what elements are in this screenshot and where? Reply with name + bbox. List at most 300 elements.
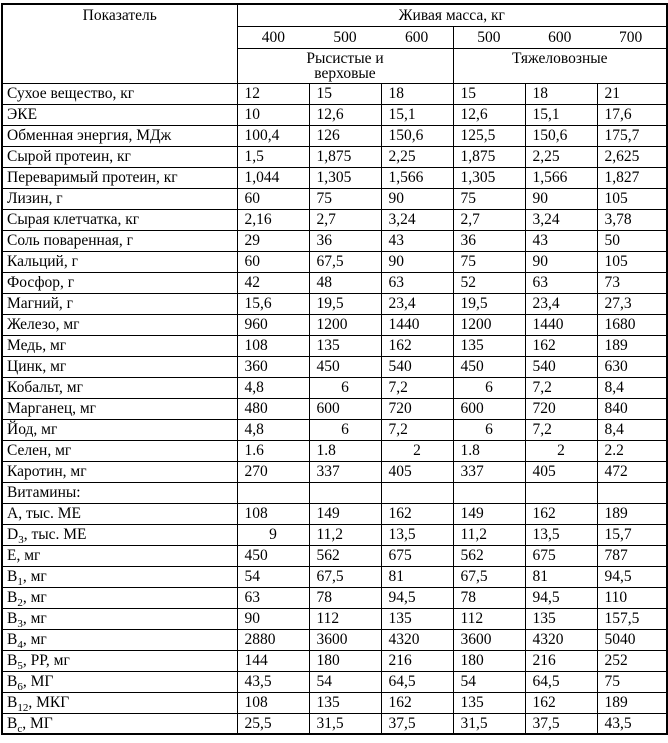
row-label xyxy=(2,167,237,188)
cell-value: 149 xyxy=(453,503,525,524)
row-label xyxy=(2,398,237,419)
row-label-text: А, тыс. МЕ xyxy=(7,504,82,522)
row-label-subscript: 2 xyxy=(17,596,23,608)
table-row xyxy=(2,524,667,545)
row-label-text: , РР, мг xyxy=(22,651,70,669)
weight-value: 500 xyxy=(333,28,357,46)
cell-value: 7,2 xyxy=(525,419,597,440)
cell-value: 135 xyxy=(453,692,525,713)
row-label-text: Железо, мг xyxy=(7,315,80,333)
cell-value xyxy=(525,482,597,503)
table-row xyxy=(2,209,667,230)
row-label-text: В xyxy=(7,567,18,585)
cell-value: 7,2 xyxy=(525,377,597,398)
row-label-text: Сухое вещество, кг xyxy=(7,84,135,102)
row-label xyxy=(2,230,237,251)
cell-value: 78 xyxy=(453,587,525,608)
table-row xyxy=(2,293,667,314)
cell-value: 37,5 xyxy=(525,713,597,734)
row-label xyxy=(2,713,237,734)
cell-value xyxy=(237,482,309,503)
cell-value: 360 xyxy=(237,356,309,377)
cell-value: 112 xyxy=(453,608,525,629)
cell-value: 108 xyxy=(237,503,309,524)
cell-value: 960 xyxy=(237,314,309,335)
cell-value: 1,5 xyxy=(237,146,309,167)
table-row xyxy=(2,188,667,209)
cell-value: 75 xyxy=(453,188,525,209)
table-row xyxy=(2,146,667,167)
row-label-text: , мг xyxy=(22,567,47,585)
row-label xyxy=(2,314,237,335)
cell-value: 1.8 xyxy=(309,440,381,461)
cell-value: 9 xyxy=(237,524,309,545)
cell-value: 3600 xyxy=(309,629,381,650)
cell-value: 43 xyxy=(381,230,453,251)
cell-value: 29 xyxy=(237,230,309,251)
cell-value: 23,4 xyxy=(381,293,453,314)
row-label-text: В xyxy=(7,693,18,711)
cell-value: 600 xyxy=(309,398,381,419)
row-label xyxy=(2,671,237,692)
row-label-text: , мг xyxy=(22,630,47,648)
cell-value: 135 xyxy=(525,608,597,629)
cell-value: 94,5 xyxy=(597,566,667,587)
cell-value: 15 xyxy=(453,83,525,104)
weight-value: 400 xyxy=(261,28,285,46)
cell-value: 450 xyxy=(237,545,309,566)
cell-value: 125,5 xyxy=(453,125,525,146)
row-label-subscript: с xyxy=(17,722,23,734)
cell-value: 3,78 xyxy=(597,209,667,230)
cell-value: 2,7 xyxy=(309,209,381,230)
cell-value: 37,5 xyxy=(381,713,453,734)
row-label xyxy=(2,629,237,650)
row-label-text: В xyxy=(7,588,18,606)
cell-value: 25,5 xyxy=(237,713,309,734)
row-label-text: Магний, г xyxy=(7,294,74,312)
cell-value: 27,3 xyxy=(597,293,667,314)
cell-value: 270 xyxy=(237,461,309,482)
row-label-text: В xyxy=(7,630,18,648)
cell-value: 23,4 xyxy=(525,293,597,314)
row-label xyxy=(2,377,237,398)
cell-value: 1680 xyxy=(597,314,667,335)
row-label-text: Каротин, мг xyxy=(7,462,87,480)
cell-value: 1,566 xyxy=(525,167,597,188)
cell-value: 149 xyxy=(309,503,381,524)
table-body xyxy=(2,83,667,734)
cell-value: 11,2 xyxy=(309,524,381,545)
cell-value: 110 xyxy=(597,587,667,608)
row-label-text: Обменная энергия, МДж xyxy=(7,126,172,144)
table-row xyxy=(2,251,667,272)
cell-value: 2 xyxy=(381,440,453,461)
cell-value: 405 xyxy=(381,461,453,482)
cell-value: 720 xyxy=(525,398,597,419)
cell-value: 67,5 xyxy=(309,566,381,587)
cell-value: 162 xyxy=(525,335,597,356)
row-label-text: Цинк, мг xyxy=(7,357,67,375)
table-row xyxy=(2,272,667,293)
table-row xyxy=(2,692,667,713)
cell-value: 2,25 xyxy=(381,146,453,167)
row-label xyxy=(2,356,237,377)
weight-value: 600 xyxy=(405,28,429,46)
cell-value: 2,7 xyxy=(453,209,525,230)
cell-value: 18 xyxy=(381,83,453,104)
cell-value: 1,875 xyxy=(453,146,525,167)
cell-value: 54 xyxy=(237,566,309,587)
cell-value: 60 xyxy=(237,188,309,209)
row-label-text: В xyxy=(7,609,18,627)
row-label-text: Е, мг xyxy=(7,546,41,564)
cell-value: 1,875 xyxy=(309,146,381,167)
table-row xyxy=(2,587,667,608)
table-row xyxy=(2,482,667,503)
cell-value: 1,566 xyxy=(381,167,453,188)
cell-value: 94,5 xyxy=(381,587,453,608)
cell-value: 15 xyxy=(309,83,381,104)
table-row xyxy=(2,608,667,629)
table-row xyxy=(2,356,667,377)
cell-value: 2880 xyxy=(237,629,309,650)
table-row xyxy=(2,566,667,587)
cell-value: 1,827 xyxy=(597,167,667,188)
row-label-subscript: 6 xyxy=(17,680,23,692)
cell-value: 6 xyxy=(453,419,525,440)
table-row xyxy=(2,713,667,734)
row-label xyxy=(2,524,237,545)
cell-value: 162 xyxy=(525,503,597,524)
row-label-text: , МГ xyxy=(22,714,53,732)
table-row xyxy=(2,125,667,146)
cell-value: 4320 xyxy=(381,629,453,650)
row-label-subscript: 5 xyxy=(17,659,23,671)
row-label xyxy=(2,692,237,713)
cell-value: 75 xyxy=(309,188,381,209)
row-label-text: , мг xyxy=(22,609,47,627)
cell-value: 52 xyxy=(453,272,525,293)
cell-value: 21 xyxy=(597,83,667,104)
table-row xyxy=(2,629,667,650)
weights-group1 xyxy=(237,26,453,48)
cell-value: 105 xyxy=(597,251,667,272)
cell-value xyxy=(309,482,381,503)
cell-value: 1,305 xyxy=(453,167,525,188)
cell-value: 1,305 xyxy=(309,167,381,188)
cell-value: 337 xyxy=(453,461,525,482)
cell-value: 630 xyxy=(597,356,667,377)
cell-value: 12,6 xyxy=(309,104,381,125)
cell-value: 63 xyxy=(381,272,453,293)
cell-value: 8,4 xyxy=(597,419,667,440)
cell-value: 100,4 xyxy=(237,125,309,146)
cell-value: 162 xyxy=(381,692,453,713)
cell-value: 252 xyxy=(597,650,667,671)
table-row xyxy=(2,461,667,482)
cell-value: 2 xyxy=(525,440,597,461)
table-row xyxy=(2,104,667,125)
cell-value: 450 xyxy=(453,356,525,377)
row-label-text: ЭКЕ xyxy=(7,105,38,123)
cell-value: 7,2 xyxy=(381,419,453,440)
cell-value: 90 xyxy=(381,188,453,209)
cell-value: 81 xyxy=(381,566,453,587)
table-row xyxy=(2,545,667,566)
cell-value: 67,5 xyxy=(309,251,381,272)
row-label xyxy=(2,83,237,104)
row-label xyxy=(2,461,237,482)
cell-value: 180 xyxy=(453,650,525,671)
cell-value: 162 xyxy=(381,503,453,524)
cell-value xyxy=(597,482,667,503)
cell-value: 840 xyxy=(597,398,667,419)
cell-value: 189 xyxy=(597,692,667,713)
cell-value: 43,5 xyxy=(597,713,667,734)
cell-value: 6 xyxy=(309,377,381,398)
row-label-text: Кальций, г xyxy=(7,252,78,270)
cell-value: 90 xyxy=(381,251,453,272)
cell-value: 42 xyxy=(237,272,309,293)
cell-value: 144 xyxy=(237,650,309,671)
cell-value: 78 xyxy=(309,587,381,608)
row-label xyxy=(2,503,237,524)
cell-value: 337 xyxy=(309,461,381,482)
row-label-text: Марганец, мг xyxy=(7,399,97,417)
row-label-text: , тыс. МЕ xyxy=(23,525,87,543)
cell-value: 3600 xyxy=(453,629,525,650)
cell-value: 189 xyxy=(597,335,667,356)
cell-value: 675 xyxy=(525,545,597,566)
row-label-subscript: 3 xyxy=(18,533,24,545)
cell-value: 6 xyxy=(453,377,525,398)
table-row xyxy=(2,650,667,671)
cell-value: 36 xyxy=(309,230,381,251)
row-label xyxy=(2,566,237,587)
table-row xyxy=(2,167,667,188)
cell-value: 1,044 xyxy=(237,167,309,188)
row-label xyxy=(2,608,237,629)
table-row xyxy=(2,230,667,251)
cell-value: 19,5 xyxy=(309,293,381,314)
cell-value: 1440 xyxy=(525,314,597,335)
cell-value: 1440 xyxy=(381,314,453,335)
cell-value: 90 xyxy=(237,608,309,629)
row-label-text: В xyxy=(7,714,18,732)
cell-value: 6 xyxy=(309,419,381,440)
cell-value: 216 xyxy=(525,650,597,671)
cell-value: 112 xyxy=(309,608,381,629)
cell-value: 562 xyxy=(309,545,381,566)
cell-value: 150,6 xyxy=(381,125,453,146)
cell-value: 4,8 xyxy=(237,419,309,440)
cell-value: 2,16 xyxy=(237,209,309,230)
cell-value: 64,5 xyxy=(381,671,453,692)
row-label-text: , МГ xyxy=(22,672,54,690)
table-row xyxy=(2,314,667,335)
cell-value: 12,6 xyxy=(453,104,525,125)
row-label xyxy=(2,650,237,671)
row-label-text: Сырая клетчатка, кг xyxy=(7,210,140,228)
row-label-text: Кобальт, мг xyxy=(7,378,83,396)
row-label-text: Йод, мг xyxy=(7,420,58,438)
row-label-subscript: 1 xyxy=(17,575,23,587)
row-label-text: D xyxy=(7,525,19,543)
row-label xyxy=(2,293,237,314)
cell-value: 17,6 xyxy=(597,104,667,125)
cell-value: 150,6 xyxy=(525,125,597,146)
cell-value: 15,1 xyxy=(525,104,597,125)
weights-group2 xyxy=(453,26,667,48)
cell-value: 36 xyxy=(453,230,525,251)
cell-value: 135 xyxy=(309,335,381,356)
cell-value: 7,2 xyxy=(381,377,453,398)
weights-group2-values xyxy=(454,27,667,46)
cell-value: 4,8 xyxy=(237,377,309,398)
row-label xyxy=(2,335,237,356)
cell-value: 2,625 xyxy=(597,146,667,167)
cell-value: 13,5 xyxy=(381,524,453,545)
cell-value: 126 xyxy=(309,125,381,146)
cell-value: 75 xyxy=(597,671,667,692)
cell-value: 60 xyxy=(237,251,309,272)
row-label xyxy=(2,125,237,146)
cell-value: 63 xyxy=(525,272,597,293)
cell-value: 67,5 xyxy=(453,566,525,587)
row-label xyxy=(2,545,237,566)
cell-value: 94,5 xyxy=(525,587,597,608)
table-row xyxy=(2,335,667,356)
cell-value: 405 xyxy=(525,461,597,482)
cell-value: 4320 xyxy=(525,629,597,650)
cell-value: 48 xyxy=(309,272,381,293)
cell-value: 108 xyxy=(237,692,309,713)
group1-breed-label xyxy=(237,48,453,83)
cell-value: 31,5 xyxy=(309,713,381,734)
cell-value: 216 xyxy=(381,650,453,671)
row-label xyxy=(2,104,237,125)
cell-value: 5040 xyxy=(597,629,667,650)
cell-value: 480 xyxy=(237,398,309,419)
cell-value: 31,5 xyxy=(453,713,525,734)
row-label xyxy=(2,251,237,272)
group1-breed-label-line2: верховые xyxy=(314,65,376,82)
row-label xyxy=(2,209,237,230)
row-label-text: Витамины: xyxy=(7,483,81,501)
cell-value: 3,24 xyxy=(525,209,597,230)
cell-value: 180 xyxy=(309,650,381,671)
cell-value: 720 xyxy=(381,398,453,419)
weight-value: 600 xyxy=(548,28,572,46)
cell-value: 11,2 xyxy=(453,524,525,545)
cell-value: 162 xyxy=(381,335,453,356)
cell-value: 600 xyxy=(453,398,525,419)
row-label xyxy=(2,272,237,293)
cell-value: 19,5 xyxy=(453,293,525,314)
row-label xyxy=(2,587,237,608)
cell-value: 12 xyxy=(237,83,309,104)
group2-breed-label: Тяжеловозные xyxy=(453,48,667,83)
row-label xyxy=(2,440,237,461)
row-label-text: Медь, мг xyxy=(7,336,67,354)
cell-value: 90 xyxy=(525,188,597,209)
nutrition-table xyxy=(1,3,668,735)
cell-value: 108 xyxy=(237,335,309,356)
table-row xyxy=(2,440,667,461)
table-row xyxy=(2,377,667,398)
weight-value: 700 xyxy=(618,28,643,46)
cell-value: 3,24 xyxy=(381,209,453,230)
row-label-subscript: 3 xyxy=(17,617,23,629)
group1-breed-label-line1: Рысистые и xyxy=(306,49,384,67)
cell-value: 2,25 xyxy=(525,146,597,167)
row-label-text: , мг xyxy=(22,588,47,606)
cell-value: 540 xyxy=(525,356,597,377)
table-row xyxy=(2,398,667,419)
cell-value: 10 xyxy=(237,104,309,125)
cell-value: 540 xyxy=(381,356,453,377)
cell-value: 63 xyxy=(237,587,309,608)
cell-value: 162 xyxy=(525,692,597,713)
row-label-text: Сырой протеин, кг xyxy=(7,147,131,165)
cell-value: 2.2 xyxy=(597,440,667,461)
cell-value: 450 xyxy=(309,356,381,377)
row-label-subscript: 4 xyxy=(17,638,23,650)
cell-value: 81 xyxy=(525,566,597,587)
weight-value: 500 xyxy=(477,28,501,46)
row-label xyxy=(2,419,237,440)
cell-value: 43 xyxy=(525,230,597,251)
cell-value: 105 xyxy=(597,188,667,209)
row-label-text: Селен, мг xyxy=(7,441,72,459)
cell-value: 135 xyxy=(381,608,453,629)
row-label-text: Фосфор, г xyxy=(7,273,75,291)
cell-value: 43,5 xyxy=(237,671,309,692)
cell-value: 15,7 xyxy=(597,524,667,545)
cell-value: 15,1 xyxy=(381,104,453,125)
cell-value: 54 xyxy=(309,671,381,692)
cell-value xyxy=(381,482,453,503)
row-label xyxy=(2,146,237,167)
cell-value: 1200 xyxy=(453,314,525,335)
cell-value: 1.8 xyxy=(453,440,525,461)
cell-value: 73 xyxy=(597,272,667,293)
cell-value: 75 xyxy=(453,251,525,272)
cell-value: 787 xyxy=(597,545,667,566)
row-label-subscript: 12 xyxy=(17,701,29,713)
cell-value: 1200 xyxy=(309,314,381,335)
cell-value: 8,4 xyxy=(597,377,667,398)
row-label xyxy=(2,482,237,503)
table-row xyxy=(2,419,667,440)
table-row xyxy=(2,503,667,524)
cell-value: 675 xyxy=(381,545,453,566)
table-row xyxy=(2,671,667,692)
cell-value: 135 xyxy=(309,692,381,713)
cell-value: 15,6 xyxy=(237,293,309,314)
row-label-text: Лизин, г xyxy=(7,189,63,207)
column-header-indicator: Показатель xyxy=(2,4,237,83)
cell-value: 189 xyxy=(597,503,667,524)
row-label-text: Переваримый протеин, кг xyxy=(7,168,178,186)
cell-value: 1.6 xyxy=(237,440,309,461)
weights-group1-values xyxy=(238,27,453,46)
cell-value: 90 xyxy=(525,251,597,272)
cell-value: 472 xyxy=(597,461,667,482)
column-header-live-weight: Живая масса, кг xyxy=(237,4,667,26)
cell-value: 50 xyxy=(597,230,667,251)
